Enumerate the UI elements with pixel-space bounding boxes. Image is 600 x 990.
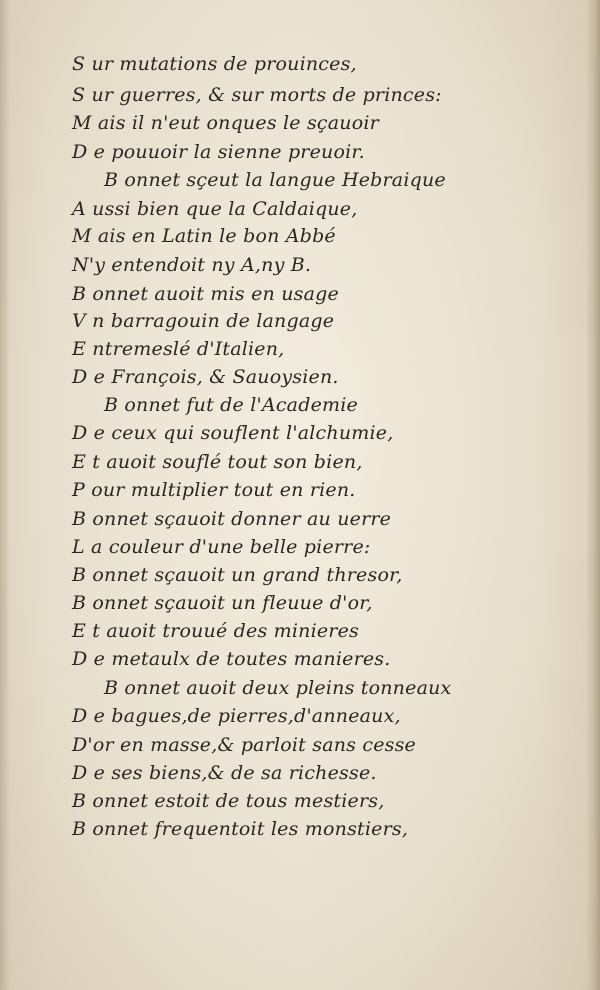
verse-line: L a couleur d'une belle pierre:	[72, 536, 371, 558]
verse-line: B onnet sçauoit un grand thresor,	[72, 564, 403, 586]
verse-line: S ur mutations de prouinces,	[72, 53, 357, 75]
verse-line: D e bagues,de pierres,d'anneaux,	[72, 705, 401, 727]
verse-line: B onnet sçauoit un fleuue d'or,	[72, 592, 373, 614]
verse-line: S ur guerres, & sur morts de princes:	[72, 84, 442, 106]
verse-line: P our multiplier tout en rien.	[72, 479, 356, 501]
verse-line: V n barragouin de langage	[72, 310, 335, 332]
verse-line: M ais en Latin le bon Abbé	[72, 225, 336, 247]
verse-line: E t auoit souflé tout son bien,	[72, 451, 363, 473]
verse-line: D e François, & Sauoysien.	[72, 366, 339, 388]
verse-line: E ntremeslé d'Italien,	[72, 338, 285, 360]
verse-line: B onnet fut de l'Academie	[104, 394, 358, 416]
verse-line: D e ses biens,& de sa richesse.	[72, 762, 377, 784]
verse-line: D e pouuoir la sienne preuoir.	[72, 141, 365, 163]
verse-line: E t auoit trouué des minieres	[72, 620, 359, 642]
verse-line: N'y entendoit ny A,ny B.	[72, 254, 312, 276]
verse-line: D e metaulx de toutes manieres.	[72, 648, 391, 670]
verse-line: D'or en masse,& parloit sans cesse	[72, 734, 416, 756]
verse-line: B onnet estoit de tous mestiers,	[72, 790, 385, 812]
verse-line: B onnet sçauoit donner au uerre	[72, 508, 392, 530]
verse-line: B onnet frequentoit les monstiers,	[72, 818, 409, 840]
verse-line: B onnet auoit deux pleins tonneaux	[104, 677, 452, 699]
verse-line: A ussi bien que la Caldaique,	[72, 198, 358, 220]
verse-line: B onnet sçeut la langue Hebraique	[104, 169, 446, 191]
verse-line: D e ceux qui souflent l'alchumie,	[72, 422, 394, 444]
verse-line: M ais il n'eut onques le sçauoir	[72, 112, 379, 134]
verse-line: B onnet auoit mis en usage	[72, 283, 339, 305]
